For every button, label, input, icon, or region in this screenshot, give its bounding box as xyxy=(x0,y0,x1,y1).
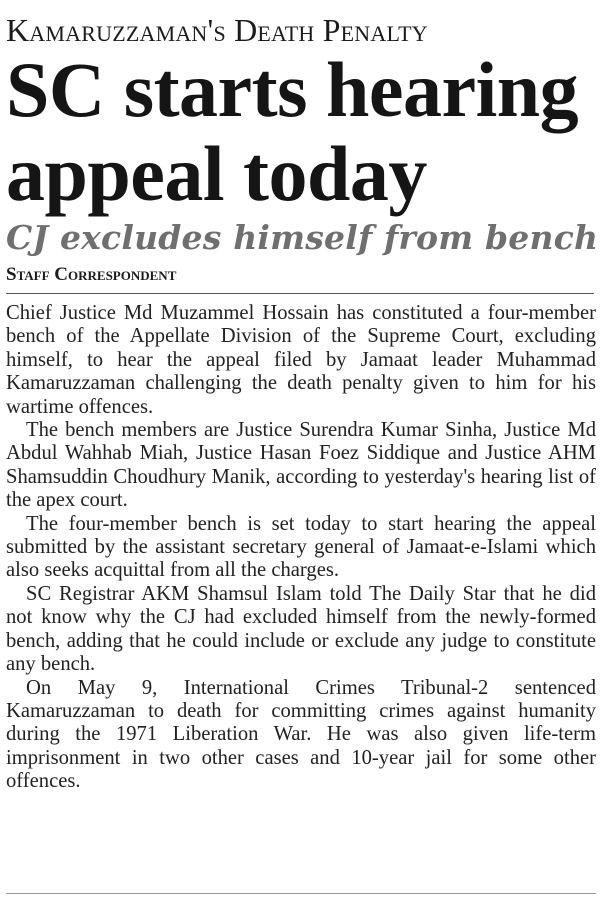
byline-divider xyxy=(6,293,594,294)
paragraph-4: SC Registrar AKM Shamsul Islam told The Daily Star that he did not know why the CJ had excluded himself from the newly-formed bench, adding that he could include or exclude any judge to constitute any bench. xyxy=(6,582,596,676)
byline: Staff Correspondent xyxy=(6,264,177,285)
kicker: Kamaruzzaman's Death Penalty xyxy=(6,12,428,48)
paragraph-2: The bench members are Justice Surendra Kumar Sinha, Justice Md Abdul Wahhab Miah, Justice Hasan Foez Siddique and Justice AHM Shamsuddin Choudhury Manik, according to yesterday's hearing list of the apex court. xyxy=(6,419,596,512)
headline: SC starts hearing appeal today xyxy=(6,46,579,217)
paragraph-5: On May 9, International Crimes Tribunal-2 sentenced Kamaruzzaman to death for committing crimes against humanity during the 1971 Liberation War. He was also given life-term imprisonment in two other cases and 10-year jail for some other offences. xyxy=(6,676,596,793)
paragraph-1: Chief Justice Md Muzammel Hossain has constituted a four-member bench of the Appellate Division of the Supreme Court, excluding himself, to hear the appeal filed by Jamaat leader Muhammad Kamaruzzaman challenging the death penalty given to him for his wartime offences. xyxy=(6,302,596,418)
paragraph-3: The four-member bench is set today to start hearing the appeal submitted by the assistant secretary general of Jamaat-e-Islami which also seeks acquittal from all the charges. xyxy=(6,512,596,582)
bottom-divider xyxy=(6,893,596,894)
article-body xyxy=(6,302,596,794)
subheadline: CJ excludes himself from bench xyxy=(6,218,599,257)
